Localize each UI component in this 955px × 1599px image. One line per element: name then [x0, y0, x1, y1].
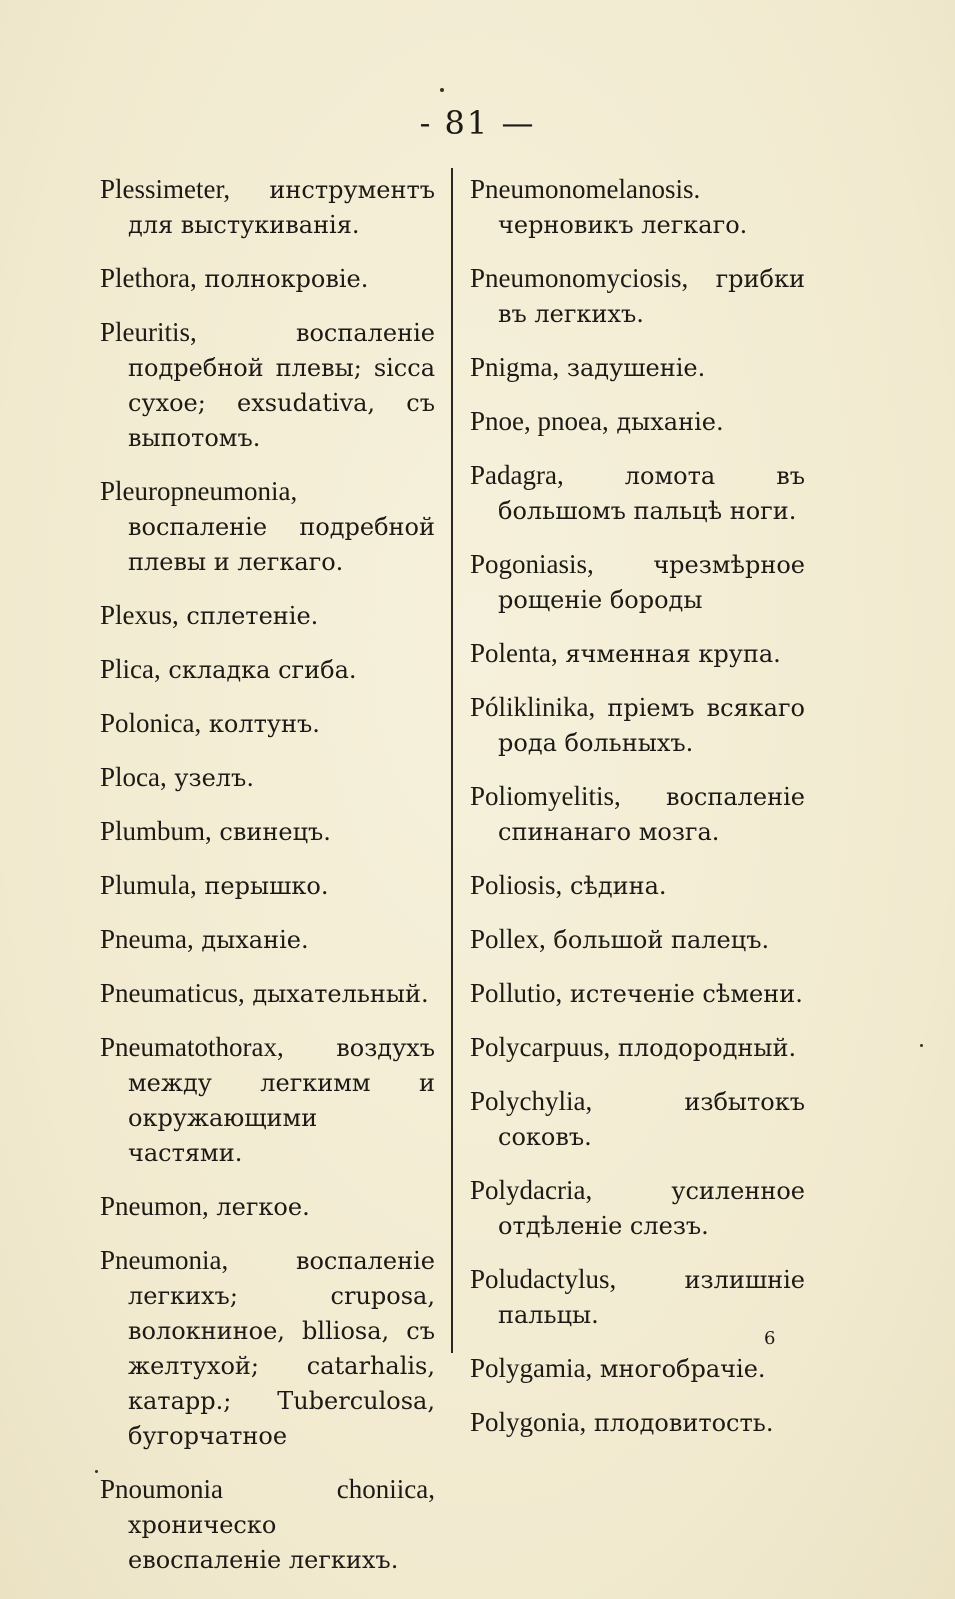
entry-definition: дыханіе.	[616, 408, 724, 436]
entry-term: Pneumaticus,	[100, 978, 245, 1008]
entry-term: Pneumatothorax,	[100, 1032, 284, 1062]
dictionary-entry	[100, 261, 435, 297]
entry-definition: воспаленіе подребной плевы; sicca сухое; exsudativa, съ выпотомъ.	[128, 319, 435, 452]
entry-term: Pneumonia,	[100, 1245, 229, 1275]
entry-term: Pneumonomyciosis,	[470, 263, 689, 293]
entry-term: Plethora,	[100, 263, 197, 293]
entry-definition: легкое.	[216, 1193, 310, 1221]
entry-term: Polychylia,	[470, 1086, 593, 1116]
entry-term: Padagra,	[470, 460, 564, 490]
entry-term: Póliklinika,	[470, 692, 596, 722]
right-column	[470, 172, 805, 1459]
entry-term: Plica,	[100, 654, 161, 684]
entry-term: Poludactylus,	[470, 1264, 617, 1294]
dictionary-entry	[470, 261, 805, 332]
entry-term: Polydacria,	[470, 1175, 593, 1205]
entry-definition: грибки въ легкихъ.	[498, 265, 805, 328]
dictionary-entry	[470, 350, 805, 386]
entry-definition: дыханіе.	[201, 926, 309, 954]
entry-term: Poliosis,	[470, 870, 563, 900]
entry-term: Pogoniasis,	[470, 549, 594, 579]
entry-definition: большой палецъ.	[553, 926, 770, 954]
entry-term: Pneumon,	[100, 1191, 209, 1221]
dictionary-entry	[100, 706, 435, 742]
dictionary-entry	[100, 868, 435, 904]
entry-definition: хроническо евоспаленіе легкихъ.	[128, 1511, 399, 1574]
dictionary-entry	[470, 868, 805, 904]
dictionary-entry	[100, 474, 435, 580]
entry-definition: полнокровіе.	[204, 265, 369, 293]
column-divider	[451, 168, 453, 1353]
dictionary-entry	[470, 690, 805, 761]
entry-term: Pnoe, pnoea,	[470, 406, 609, 436]
entry-definition: усиленное отдѣленіе слезъ.	[498, 1177, 805, 1240]
dictionary-entry	[100, 976, 435, 1012]
entry-definition: многобрачіе.	[599, 1355, 766, 1383]
entry-definition: складка сгиба.	[168, 656, 357, 684]
dictionary-entry	[100, 1189, 435, 1225]
entry-term: Polygonia,	[470, 1407, 587, 1437]
entry-term: Polenta,	[470, 638, 558, 668]
dictionary-entry	[470, 1351, 805, 1387]
entry-term: Polonica,	[100, 708, 202, 738]
entry-term: Plumula,	[100, 870, 197, 900]
entry-definition: ломота въ большомъ пальцѣ ноги.	[498, 462, 805, 525]
dictionary-entry	[100, 652, 435, 688]
entry-definition: перышко.	[204, 872, 329, 900]
dictionary-entry	[470, 172, 805, 243]
dictionary-entry	[100, 598, 435, 634]
dictionary-entry	[100, 1030, 435, 1171]
entry-definition: черновикъ легкаго.	[498, 211, 748, 239]
entry-definition: чрезмѣрное рощеніе бороды	[498, 551, 805, 614]
ink-speck	[920, 1044, 923, 1047]
entry-term: Plessimeter,	[100, 174, 231, 204]
page-number: - 81 —	[419, 104, 536, 142]
ink-speck	[95, 1470, 98, 1473]
dictionary-entry	[100, 315, 435, 456]
dictionary-entry	[100, 760, 435, 796]
dictionary-entry	[100, 814, 435, 850]
left-column	[100, 172, 435, 1596]
entry-definition: ячменная крупа.	[565, 640, 781, 668]
entry-definition: пріемъ всякаго рода больныхъ.	[498, 694, 805, 757]
entry-term: Pollutio,	[470, 978, 563, 1008]
dictionary-entry	[470, 1173, 805, 1244]
dictionary-entry	[470, 1405, 805, 1441]
entry-term: Pleuritis,	[100, 317, 197, 347]
dictionary-entry	[470, 1030, 805, 1066]
dictionary-entry	[100, 922, 435, 958]
entry-term: Polycarpuus,	[470, 1032, 611, 1062]
dictionary-entry	[470, 976, 805, 1012]
entry-definition: воспаленіе спинанаго мозга.	[498, 783, 805, 846]
entry-definition: сплетеніе.	[186, 602, 319, 630]
dictionary-entry	[470, 1262, 805, 1333]
entry-term: Ploca,	[100, 762, 167, 792]
dictionary-entry	[470, 547, 805, 618]
entry-definition: истеченіе сѣмени.	[569, 980, 803, 1008]
entry-definition: избытокъ соковъ.	[498, 1088, 805, 1151]
entry-definition: плодородный.	[617, 1034, 797, 1062]
entry-term: Pollex,	[470, 924, 546, 954]
entry-definition: свинецъ.	[219, 818, 331, 846]
dictionary-entry	[470, 779, 805, 850]
entry-definition: воздухъ между легкимм и окружающими частями.	[128, 1034, 435, 1167]
dictionary-entry	[470, 458, 805, 529]
entry-term: Polygamia,	[470, 1353, 593, 1383]
entry-term: Plexus,	[100, 600, 179, 630]
entry-term: Pnigma,	[470, 352, 560, 382]
entry-term: Poliomyelitis,	[470, 781, 621, 811]
dictionary-entry	[470, 1084, 805, 1155]
dictionary-entry	[470, 404, 805, 440]
entry-definition: сѣдина.	[569, 872, 667, 900]
entry-definition: излишніе пальцы.	[498, 1266, 805, 1329]
entry-definition: узелъ.	[174, 764, 254, 792]
entry-definition: колтунъ.	[208, 710, 320, 738]
dictionary-entry	[100, 1472, 435, 1578]
entry-definition: дыхательный.	[252, 980, 429, 1008]
entry-term: Pneumonomelanosis.	[470, 174, 701, 204]
ink-speck	[440, 88, 444, 92]
signature-mark: 6	[764, 1328, 776, 1349]
entry-term: Pneuma,	[100, 924, 194, 954]
dictionary-entry	[100, 172, 435, 243]
dictionary-entry	[470, 636, 805, 672]
entry-definition: воспаленіе подребной плевы и легкаго.	[128, 513, 435, 576]
entry-definition: задушеніе.	[566, 354, 706, 382]
entry-definition: инструментъ для выстукиванія.	[128, 176, 435, 239]
entry-term: Pleuropneumonia,	[100, 476, 298, 506]
entry-term: Pnoumonia choniica,	[100, 1474, 435, 1504]
dictionary-entry	[100, 1243, 435, 1454]
entry-term: Plumbum,	[100, 816, 212, 846]
dictionary-entry	[470, 922, 805, 958]
entry-definition: плодовитость.	[593, 1409, 774, 1437]
entry-definition: воспаленіе легкихъ; cruposa, волокниное, blliosa, съ желтухой; catarhalis, катарр.; Tuberculosa, бугорчатное	[128, 1247, 435, 1450]
